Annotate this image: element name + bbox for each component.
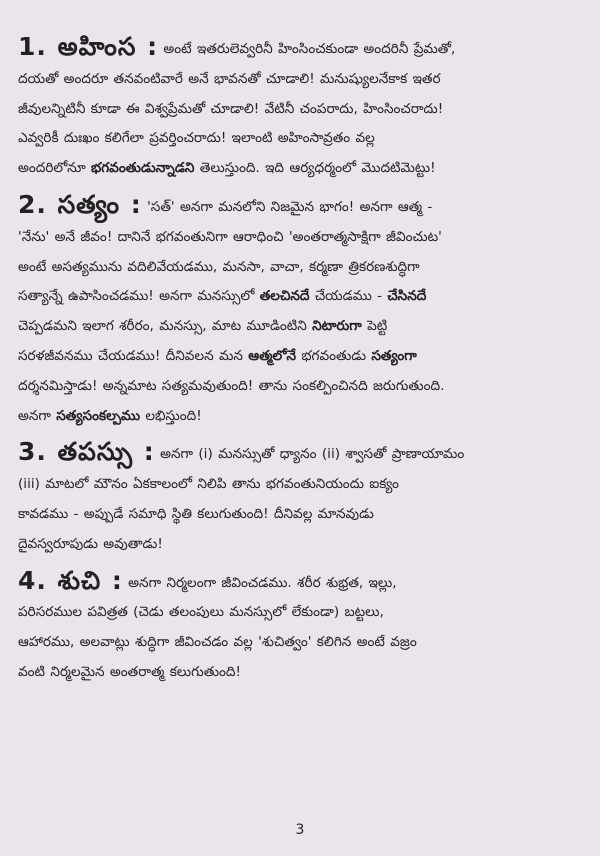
text-line: ఆహారము, అలవాట్లు శుద్ధిగా జీవించడం వల్ల 'శుచిత్వం' కలిగిన అంటే వజ్రం [18, 634, 417, 651]
text-line: చెప్పడమని ఇలాగ శరీరం, మనస్సు, మాట మూడింటిని నిటారుగా పెట్టి [18, 318, 388, 335]
bold-phrase: భగవంతుడున్నాడని [91, 160, 195, 177]
section-ahimsa [18, 32, 584, 184]
bold-phrase: తలచినదే [259, 288, 310, 305]
bold-phrase: చేసినదే [387, 288, 427, 305]
text-line: ఎవ్వరికీ దుఃఖం కలిగేలా ప్రవర్తించరాదు! ఇలాంటి అహింసావ్రతం వల్ల [18, 130, 375, 147]
bold-phrase: నిటారుగా [312, 318, 362, 335]
text-line: జీవులన్నిటినీ కూడా ఈ విశ్వప్రేమతో చూడాలి! వేటినీ చంపరాదు, హింసించరాదు! [18, 100, 444, 117]
page-number: 3 [295, 822, 305, 838]
section-heading: 3. తపస్సు : [18, 437, 155, 467]
bold-phrase: సత్యంగా [371, 347, 417, 364]
section-satyam [18, 190, 584, 431]
text-line: సత్యాన్నే ఉపాసించడము! అనగా మనస్సులో తలచినదే చేయడము - చేసినదే [18, 288, 427, 305]
bold-phrase: ఆత్మలోనే [248, 347, 297, 364]
text-line: 3. తపస్సు : అనగా (i) మనస్సుతో ధ్యానం (ii) శ్వాసతో ప్రాణాయామం [18, 437, 465, 467]
section-shuchi [18, 566, 584, 688]
text-line: పరిసరముల పవిత్రత (చెడు తలంపులు మనస్సులో లేకుండా) బట్టలు, [18, 604, 384, 621]
text-line: దయతో అందరూ తనవంటివారే అనే భావనతో చూడాలి! మనుష్యులనేకాక ఇతర [18, 70, 441, 87]
text-line: అంటే అసత్యమును వదిలివేయడము, మనసా, వాచా, కర్మణా త్రికరణశుద్ధిగా [18, 258, 420, 275]
text-line: (iii) మాటలో మౌనం ఏకకాలంలో నిలిపి తాను భగవంతునియందు ఐక్యం [18, 476, 399, 493]
text-line: 4. శుచి : అనగా నిర్మలంగా జీవించడము. శరీర శుభ్రత, ఇల్లు, [18, 565, 397, 595]
section-heading: 1. అహింస : [18, 32, 159, 61]
text-line: అనగా సత్యసంకల్పము లభిస్తుంది! [18, 407, 202, 424]
section-heading: 4. శుచి : [18, 565, 123, 595]
section-tapassu [18, 437, 584, 559]
text-line: కావడము - అప్పుడే సమాధి స్థితి కలుగుతుంది! దీనివల్ల మానవుడు [18, 505, 374, 522]
text-line: 2. సత్యం : 'సత్' అనగా మనలోని నిజమైన భాగం! అనగా ఆత్మ - [18, 189, 433, 219]
bold-phrase: సత్యసంకల్పము [56, 407, 141, 424]
section-heading: 2. సత్యం : [18, 189, 142, 219]
text-line: 'నేను' అనే జీవం! దానినే భగవంతునిగా ఆరాధించి 'అంతరాత్మసాక్షిగా జీవించుట' [18, 228, 442, 245]
text-line: 1. అహింస : అంటే ఇతరులెవ్వరినీ హింసించకుండా అందరినీ ప్రేమతో, [18, 32, 456, 61]
page-body [18, 32, 584, 694]
text-line: సరళజీవనము చేయడము! దీనివలన మన ఆత్మలోనే భగవంతుడు సత్యంగా [18, 347, 417, 364]
text-line: దైవస్వరూపుడు అవుతాడు! [18, 535, 163, 552]
text-line: అందరిలోనూ భగవంతుడున్నాడని తెలుస్తుంది. ఇది ఆర్యధర్మంలో మొదటిమెట్టు! [18, 160, 436, 177]
text-line: దర్శనమిస్తాడు! అన్నమాట సత్యమవుతుంది! తాను సంకల్పించినది జరుగుతుంది. [18, 377, 445, 394]
text-line: వంటి నిర్మలమైన అంతరాత్మ కలుగుతుంది! [18, 663, 241, 680]
